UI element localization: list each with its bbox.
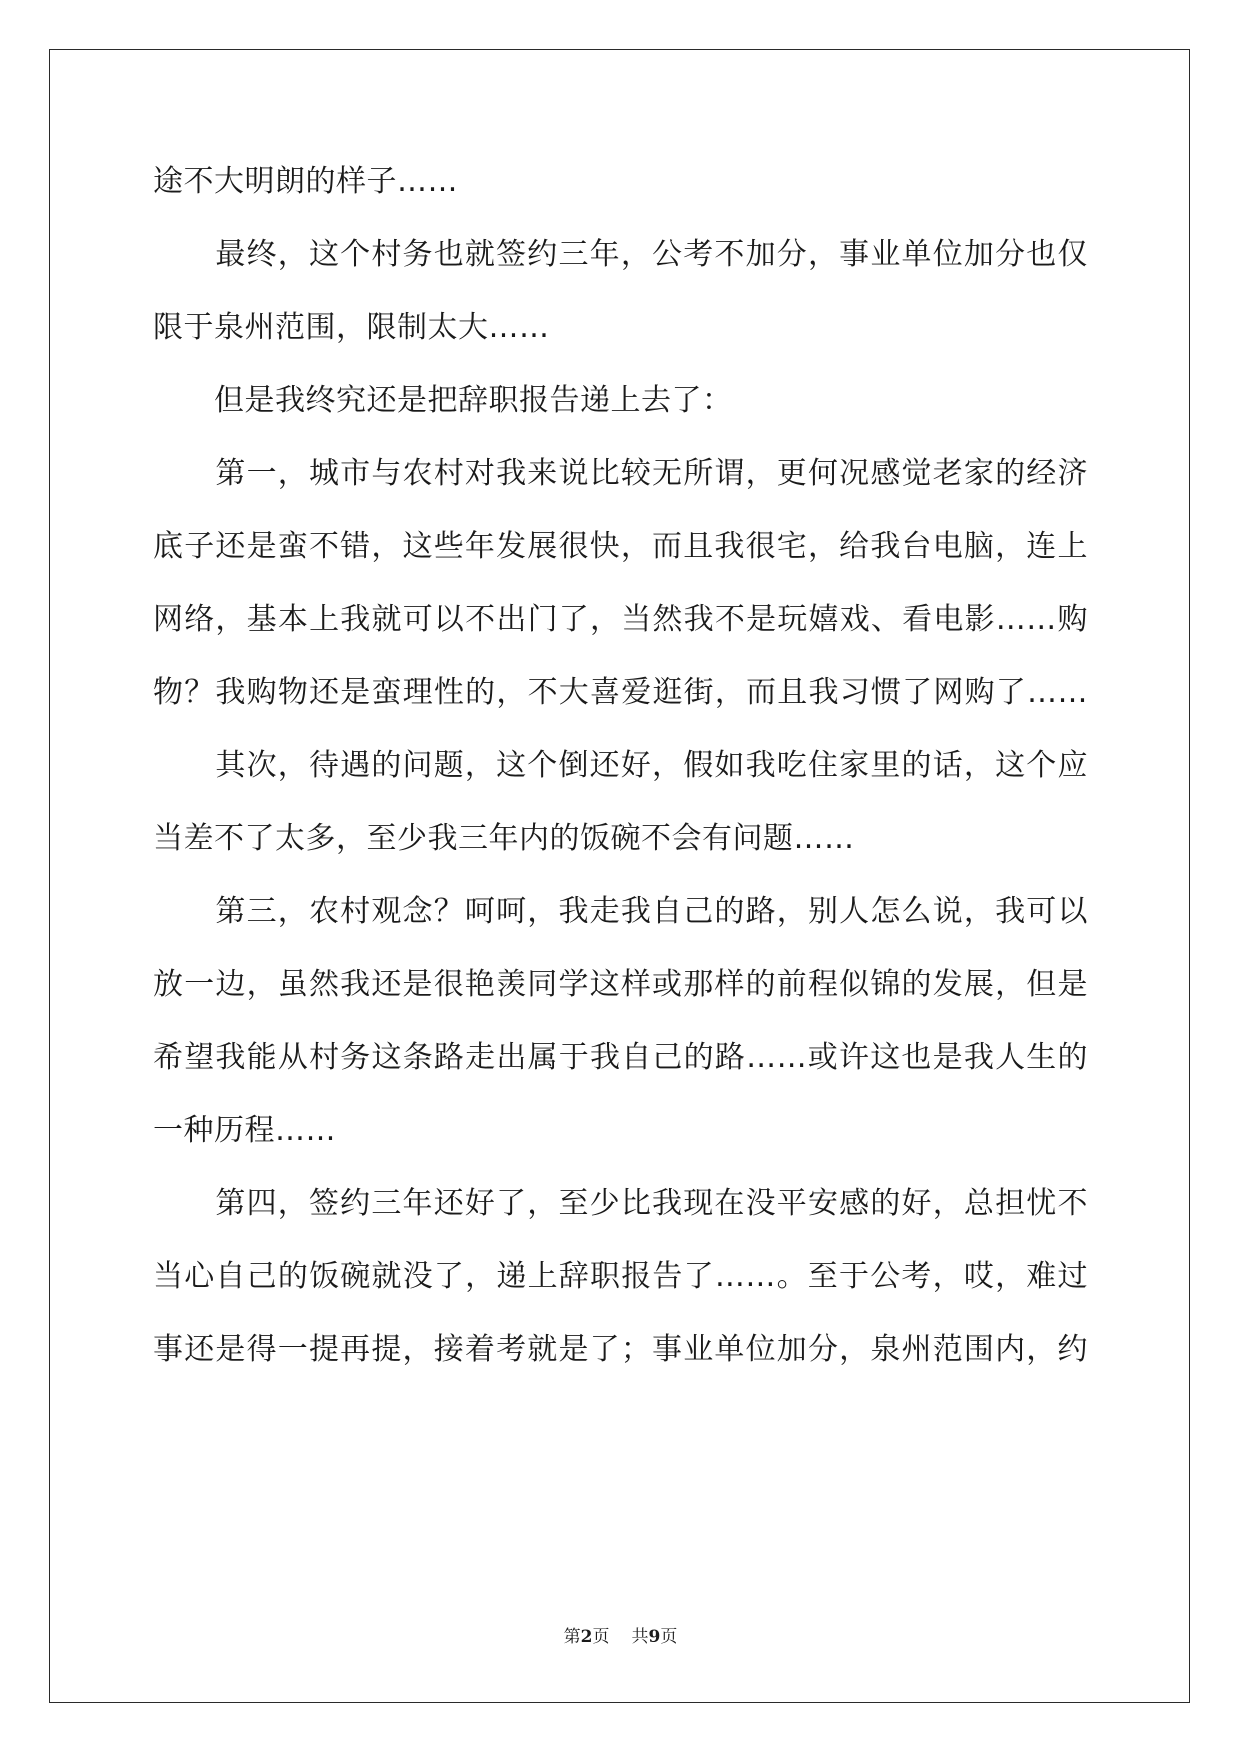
text-line: 放一边，虽然我还是很艳羡同学这样或那样的前程似锦的发展，但是 — [153, 967, 1088, 1002]
text-line: 限于泉州范围，限制太大…… — [153, 310, 550, 345]
page-suffix: 页 — [592, 1627, 610, 1647]
text-line: 途不大明朗的样子…… — [153, 164, 458, 199]
text-line: 最终，这个村务也就签约三年，公考不加分，事业单位加分也仅 — [153, 237, 1088, 272]
text-line: 一种历程…… — [153, 1113, 336, 1148]
page-prefix: 第 — [563, 1627, 581, 1647]
text-line: 底子还是蛮不错，这些年发展很快，而且我很宅，给我台电脑，连上 — [153, 529, 1088, 564]
text-line: 事还是得一提再提，接着考就是了；事业单位加分，泉州范围内，约 — [153, 1332, 1088, 1367]
text-line: 希望我能从村务这条路走出属于我自己的路……或许这也是我人生的 — [153, 1040, 1088, 1075]
text-line: 第三，农村观念？呵呵，我走我自己的路，别人怎么说，我可以 — [153, 894, 1088, 929]
total-prefix: 共 — [631, 1627, 649, 1647]
page-footer — [0, 1622, 1241, 1647]
text-line: 第四，签约三年还好了，至少比我现在没平安感的好，总担忧不 — [153, 1186, 1088, 1221]
page-current: 2 — [580, 1627, 593, 1647]
total-suffix: 页 — [660, 1627, 678, 1647]
page-total: 9 — [648, 1627, 661, 1647]
text-line: 当心自己的饭碗就没了，递上辞职报告了……。至于公考，哎，难过 — [153, 1259, 1088, 1294]
text-line: 但是我终究还是把辞职报告递上去了： — [153, 383, 733, 418]
page-border — [49, 49, 1190, 1703]
text-line: 其次，待遇的问题，这个倒还好，假如我吃住家里的话，这个应 — [153, 748, 1088, 783]
text-line: 第一，城市与农村对我来说比较无所谓，更何况感觉老家的经济 — [153, 456, 1088, 491]
text-line: 网络，基本上我就可以不出门了，当然我不是玩嬉戏、看电影……购 — [153, 602, 1088, 637]
text-line: 物？我购物还是蛮理性的，不大喜爱逛街，而且我习惯了网购了…… — [153, 675, 1088, 710]
text-line: 当差不了太多，至少我三年内的饭碗不会有问题…… — [153, 821, 855, 856]
